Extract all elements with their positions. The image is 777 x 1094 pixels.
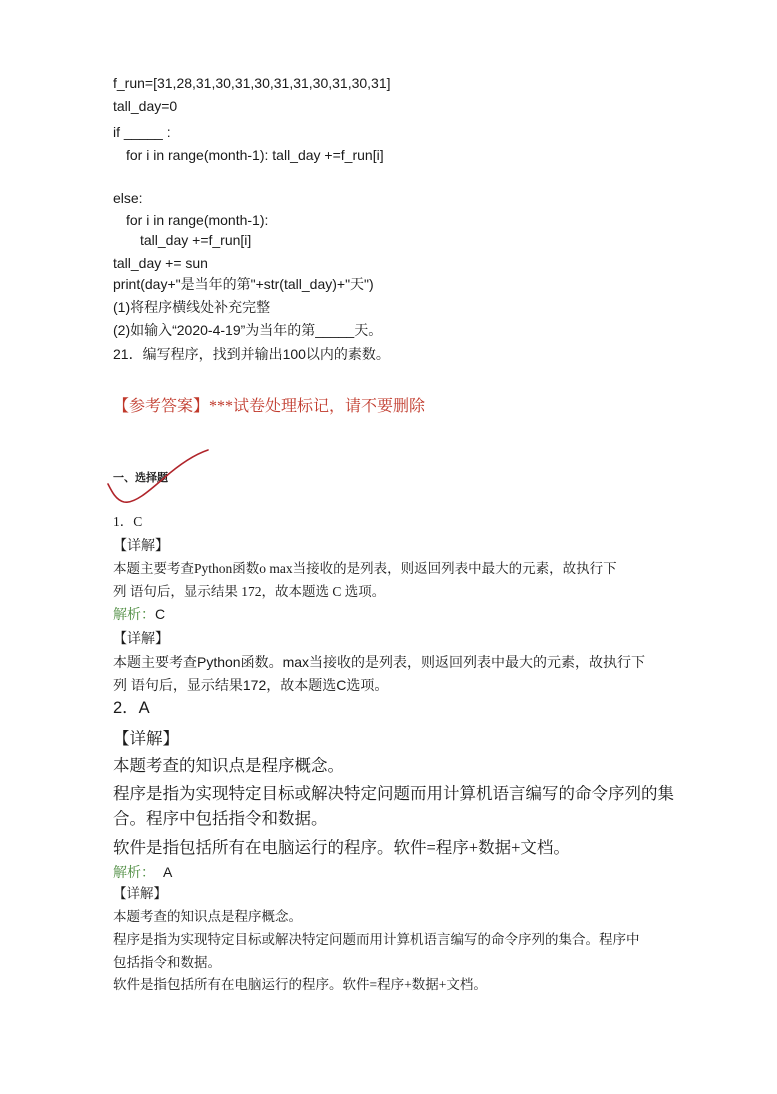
answer-2-detail-label-2: 【详解】 bbox=[113, 886, 167, 901]
code-line-2: tall_day=0 bbox=[113, 98, 178, 114]
question-part-2: (2)如输入“2020-4-19”为当年的第_____天。 bbox=[113, 322, 383, 338]
code-line-5: else: bbox=[113, 190, 143, 206]
answer-1-detail2-line-1: 本题主要考查Python函数。max当接收的是列表，则返回列表中最大的元素，故执行下 bbox=[113, 654, 646, 670]
analysis-label: 解析： bbox=[113, 606, 155, 622]
answer-1-detail-label: 【详解】 bbox=[113, 537, 169, 553]
answer-1-number: 1．C bbox=[113, 514, 143, 529]
answer-2-line-1: 本题考查的知识点是程序概念。 bbox=[113, 756, 344, 775]
answer-1-detail-line-2: 列 语句后，显示结果 172，故本题选 C 选项。 bbox=[113, 584, 386, 599]
code-line-3: if _____ : bbox=[113, 124, 171, 140]
answer-2-number: 2．A bbox=[113, 699, 150, 717]
answer-2-small-line-4: 软件是指包括所有在电脑运行的程序。软件=程序+数据+文档。 bbox=[113, 977, 487, 992]
code-line-6: for i in range(month-1): bbox=[126, 212, 269, 228]
answer-2-line-4: 软件是指包括所有在电脑运行的程序。软件=程序+数据+文档。 bbox=[113, 838, 570, 857]
answer-banner: 【参考答案】***试卷处理标记，请不要删除 bbox=[113, 398, 426, 415]
analysis-label: 解析： bbox=[113, 864, 155, 880]
code-line-8: tall_day += sun bbox=[113, 255, 208, 271]
question-part-1: (1)将程序横线处补充完整 bbox=[113, 299, 271, 315]
answer-1-detail-line-1: 本题主要考查Python函数o max当接收的是列表，则返回列表中最大的元素，故执行下 bbox=[113, 561, 617, 576]
analysis-value: A bbox=[163, 864, 173, 880]
answer-2-line-2: 程序是指为实现特定目标或解决特定问题而用计算机语言编写的命令序列的集 bbox=[113, 784, 674, 803]
answer-2-small-line-3: 包括指令和数据。 bbox=[113, 955, 221, 970]
checkmark-icon bbox=[104, 448, 216, 508]
answer-1-detail-label-2: 【详解】 bbox=[113, 630, 169, 646]
question-21: 21．编写程序，找到并输出100以内的素数。 bbox=[113, 346, 390, 362]
answer-1-detail2-line-2: 列 语句后，显示结果172，故本题选C选项。 bbox=[113, 677, 389, 693]
section-title: 一、选择题 bbox=[113, 472, 168, 484]
answer-2-detail-label: 【详解】 bbox=[113, 729, 179, 748]
answer-2-small-line-1: 本题考查的知识点是程序概念。 bbox=[113, 909, 302, 924]
code-line-7: tall_day +=f_run[i] bbox=[140, 232, 252, 248]
answer-2-line-3: 合。程序中包括指令和数据。 bbox=[113, 809, 328, 828]
answer-2-analysis bbox=[113, 864, 172, 881]
answer-1-analysis bbox=[113, 606, 165, 623]
code-line-9: print(day+"是当年的第"+str(tall_day)+"天") bbox=[113, 276, 374, 292]
code-line-4: for i in range(month-1): tall_day +=f_run[i] bbox=[126, 147, 384, 163]
code-line-1: f_run=[31,28,31,30,31,30,31,31,30,31,30,31] bbox=[113, 75, 391, 91]
answer-2-small-line-2: 程序是指为实现特定目标或解决特定问题而用计算机语言编写的命令序列的集合。程序中 bbox=[113, 932, 640, 947]
analysis-value: C bbox=[155, 606, 166, 622]
